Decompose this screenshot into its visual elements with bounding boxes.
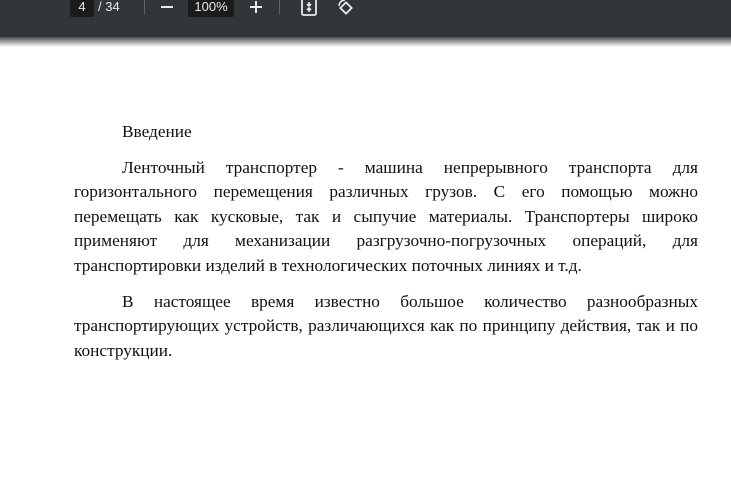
section-heading: Введение — [122, 122, 192, 141]
zoom-out-button[interactable] — [156, 0, 178, 18]
toolbar-shadow — [0, 37, 731, 47]
fit-page-icon — [300, 0, 318, 16]
zoom-level-input[interactable]: 100% — [188, 0, 234, 17]
minus-icon — [160, 0, 174, 14]
rotate-button[interactable] — [334, 0, 356, 18]
zoom-in-button[interactable] — [245, 0, 267, 18]
rotate-icon — [336, 0, 354, 16]
document-page-content — [74, 118, 698, 375]
paragraph: В настоящее время известно большое количество разнообразных транспортирующих устройств, различающихся как по принципу действия, так и по конструкции. — [74, 292, 698, 360]
plus-icon — [249, 0, 263, 14]
pdf-toolbar — [0, 0, 731, 37]
toolbar-divider — [144, 0, 145, 15]
page-number-input[interactable]: 4 — [70, 0, 94, 17]
toolbar-divider — [279, 0, 280, 15]
page-total-label: / 34 — [98, 0, 120, 14]
paragraph: Ленточный транспортер - машина непрерывного транспорта для горизонтального перемещения различных грузов. С его помощью можно перемещать как кусковые, так и сыпучие материалы. Транспортеры широко применяют для механизации разгрузочно-погрузочных операций, для транспортировки изделий в технологических поточных линиях и т.д. — [74, 158, 698, 275]
fit-to-page-button[interactable] — [298, 0, 320, 18]
